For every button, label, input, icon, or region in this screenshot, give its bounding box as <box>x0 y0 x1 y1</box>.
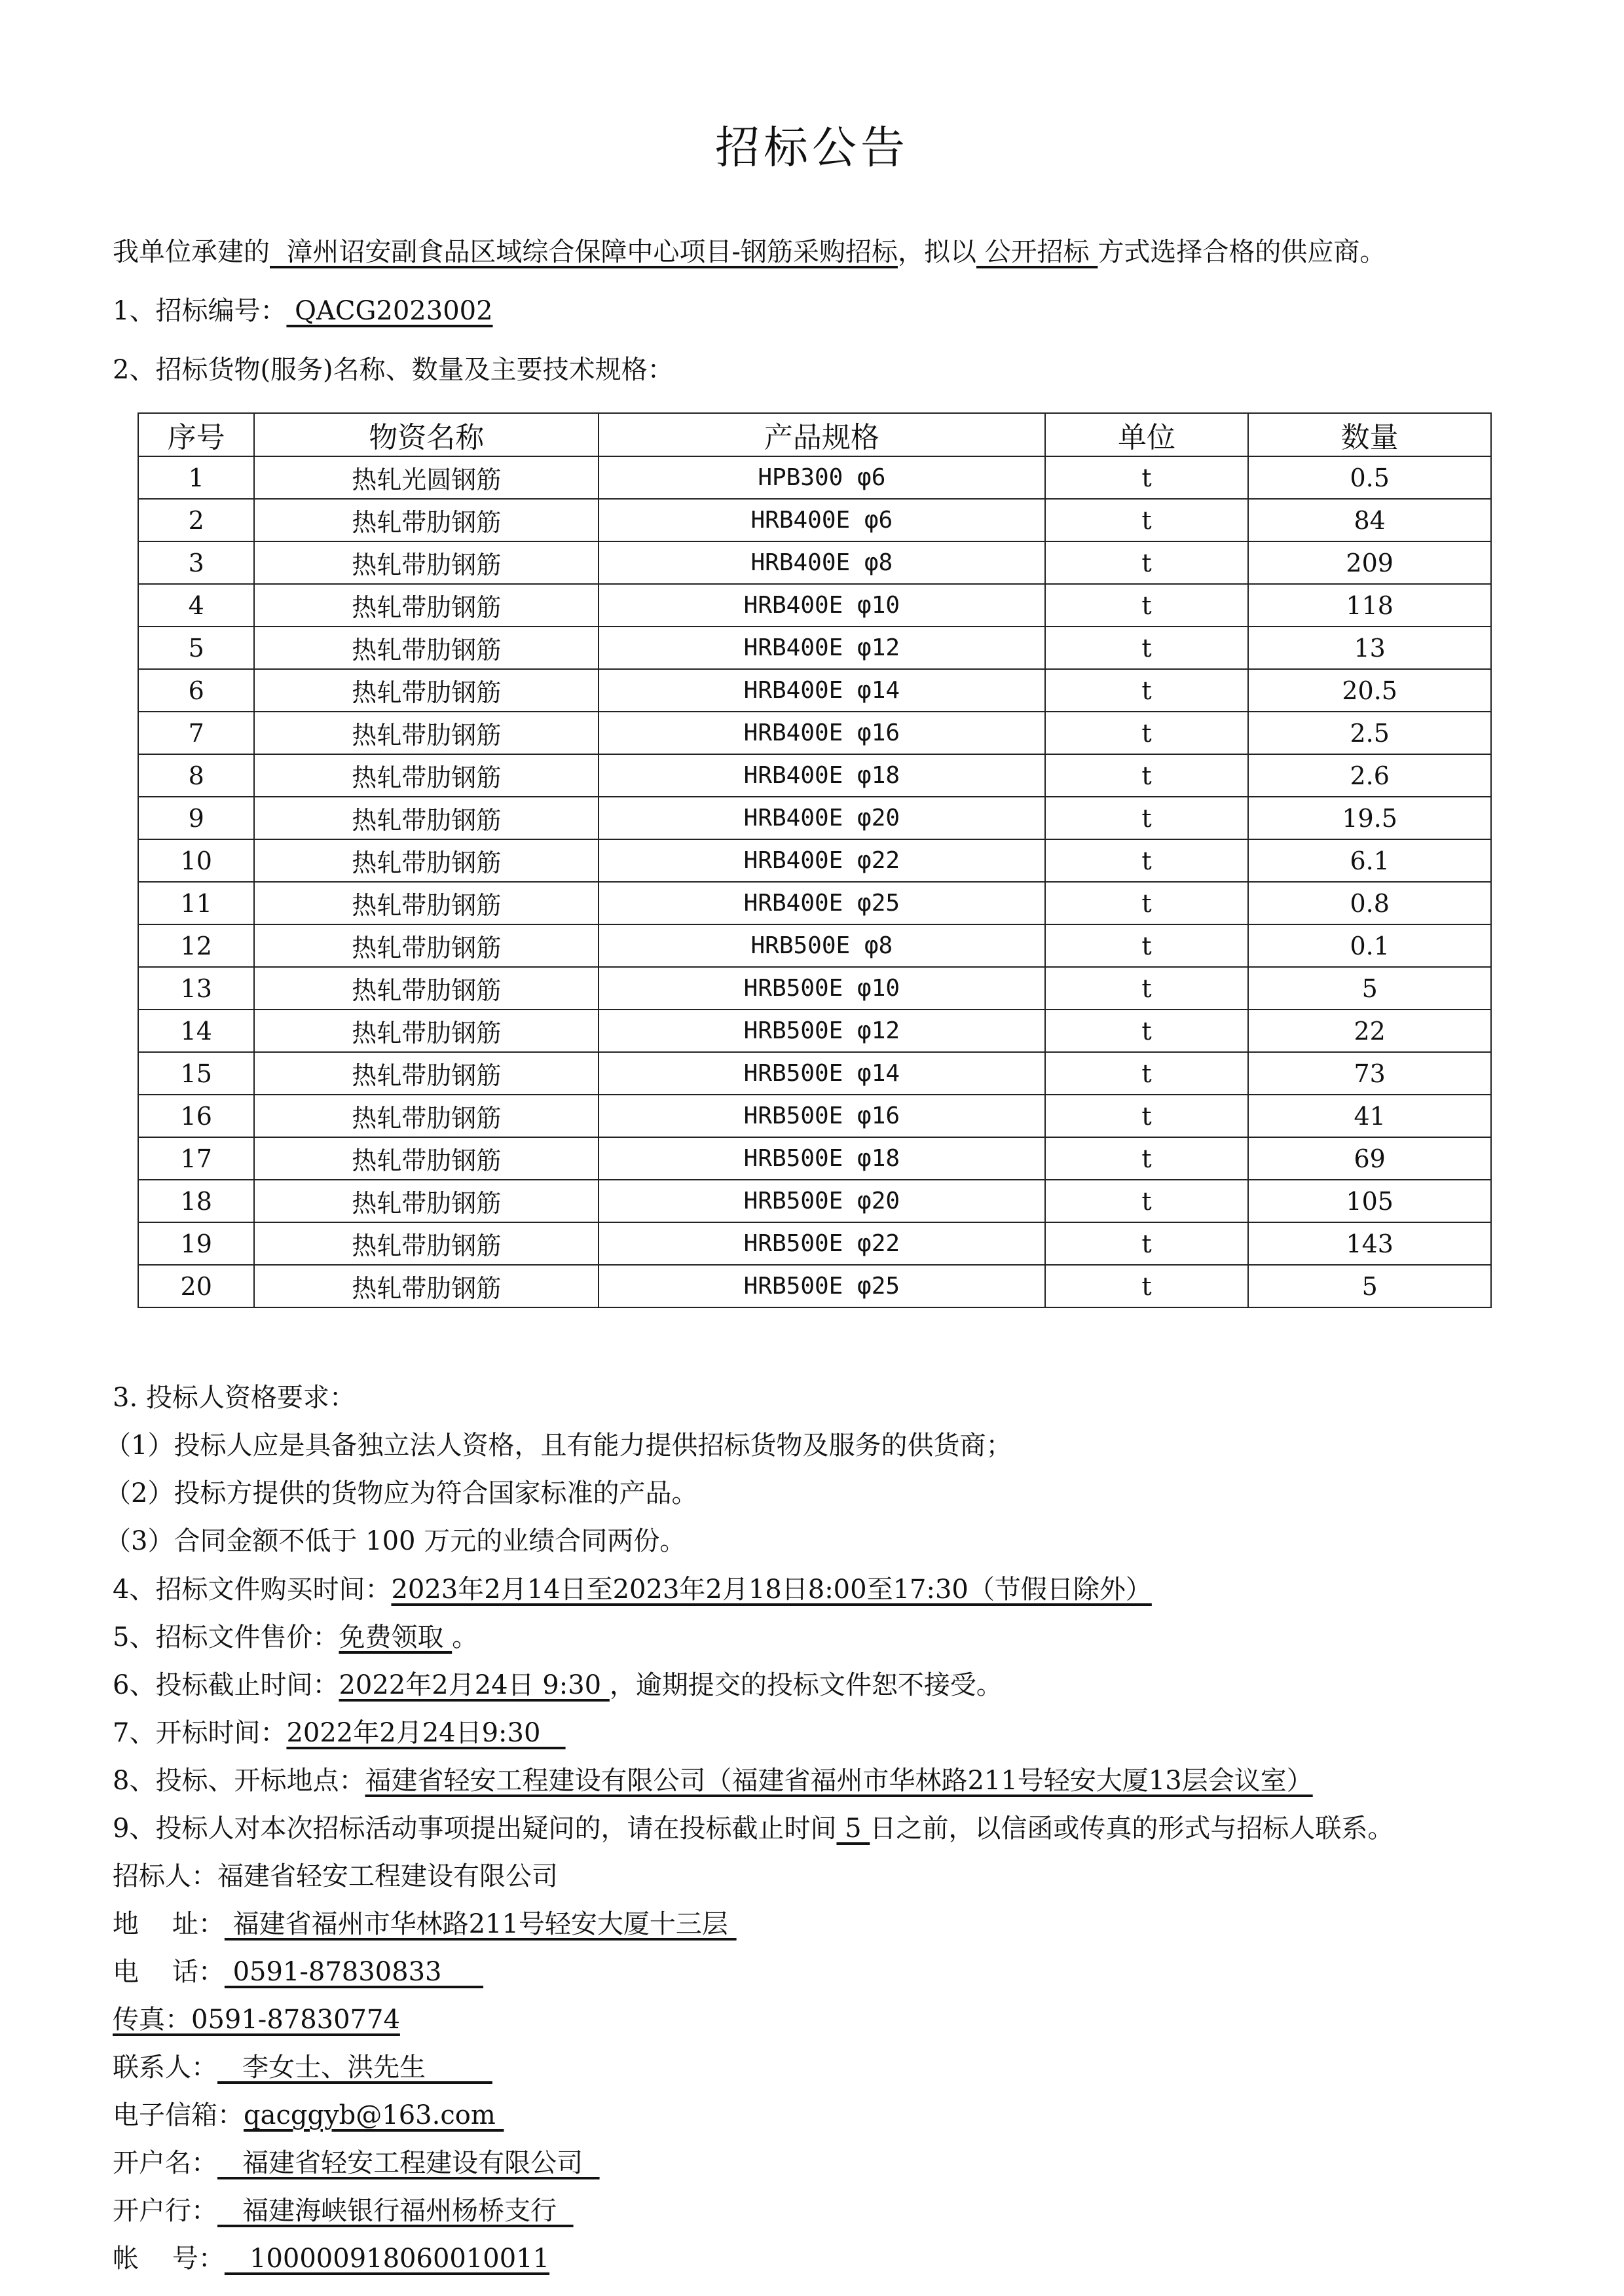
header-index: 序号 <box>138 413 254 456</box>
row-unit: t <box>1045 584 1249 627</box>
page-title: 招标公告 <box>714 122 909 174</box>
row-quantity: 69 <box>1248 1137 1491 1180</box>
row-quantity: 5 <box>1248 967 1491 1010</box>
intro-paragraph <box>113 236 1386 268</box>
opening-time-label: 7、开标时间： <box>113 1718 287 1748</box>
purchase-time: 2023年2月14日至2023年2月18日8:00至17:30（节假日除外） <box>391 1575 1152 1605</box>
address-label: 地 址： <box>113 1909 225 1939</box>
table-row <box>138 541 1491 584</box>
row-material: 热轧带肋钢筋 <box>254 541 599 584</box>
row-index: 16 <box>138 1095 254 1137</box>
row-spec: HRB400E φ18 <box>599 754 1044 797</box>
phone-label: 电 话： <box>113 1957 225 1987</box>
row-spec: HRB400E φ25 <box>599 882 1044 924</box>
contact-person-label: 联系人： <box>113 2052 217 2083</box>
account-name-label: 开户名： <box>113 2148 217 2178</box>
email-label: 电子信箱： <box>113 2100 244 2130</box>
row-spec: HRB400E φ12 <box>599 627 1044 669</box>
row-index: 5 <box>138 627 254 669</box>
row-quantity: 84 <box>1248 499 1491 541</box>
row-material: 热轧带肋钢筋 <box>254 1137 599 1180</box>
qualification-req-1: （1）投标人应是具备独立法人资格，且有能力提供招标货物及服务的供货商； <box>105 1430 1012 1461</box>
table-row <box>138 712 1491 754</box>
row-material: 热轧带肋钢筋 <box>254 797 599 839</box>
row-index: 7 <box>138 712 254 754</box>
table-row <box>138 1010 1491 1052</box>
row-index: 12 <box>138 924 254 967</box>
phone-line <box>113 1956 483 1988</box>
table-row <box>138 797 1491 839</box>
row-index: 20 <box>138 1265 254 1307</box>
email-line <box>113 2099 504 2132</box>
account-number-line <box>113 2242 549 2275</box>
row-spec: HRB400E φ6 <box>599 499 1044 541</box>
row-unit: t <box>1045 1137 1249 1180</box>
row-material: 热轧带肋钢筋 <box>254 1180 599 1222</box>
table-row <box>138 1137 1491 1180</box>
price: 免费领取 <box>339 1622 452 1652</box>
intro-suffix: 方式选择合格的供应商。 <box>1098 237 1386 267</box>
purchase-time-label: 4、招标文件购买时间： <box>113 1575 392 1605</box>
row-unit: t <box>1045 669 1249 712</box>
row-spec: HRB500E φ8 <box>599 924 1044 967</box>
row-quantity: 6.1 <box>1248 839 1491 882</box>
row-unit: t <box>1045 541 1249 584</box>
row-index: 1 <box>138 456 254 499</box>
row-index: 6 <box>138 669 254 712</box>
bank-label: 开户行： <box>113 2196 217 2226</box>
phone: 0591-87830833 <box>224 1957 484 1987</box>
row-quantity: 20.5 <box>1248 669 1491 712</box>
header-material: 物资名称 <box>254 413 599 456</box>
row-material: 热轧带肋钢筋 <box>254 882 599 924</box>
table-row <box>138 1180 1491 1222</box>
row-spec: HRB500E φ25 <box>599 1265 1044 1307</box>
row-unit: t <box>1045 754 1249 797</box>
bank: 福建海峡银行福州杨桥支行 <box>217 2196 574 2226</box>
qualification-req-2: （2）投标方提供的货物应为符合国家标准的产品。 <box>105 1478 698 1508</box>
row-index: 3 <box>138 541 254 584</box>
account-name-line <box>113 2147 600 2179</box>
row-unit: t <box>1045 924 1249 967</box>
fax-label: 传真： <box>113 2005 191 2035</box>
row-spec: HRB500E φ16 <box>599 1095 1044 1137</box>
row-index: 9 <box>138 797 254 839</box>
table-row <box>138 669 1491 712</box>
deadline: 2022年2月24日 9:30 <box>339 1670 610 1700</box>
row-index: 19 <box>138 1222 254 1265</box>
row-unit: t <box>1045 712 1249 754</box>
row-quantity: 73 <box>1248 1052 1491 1095</box>
row-spec: HRB500E φ20 <box>599 1180 1044 1222</box>
deadline-label: 6、投标截止时间： <box>113 1670 339 1700</box>
table-body <box>138 456 1491 1307</box>
row-spec: HRB500E φ10 <box>599 967 1044 1010</box>
row-spec: HPB300 φ6 <box>599 456 1044 499</box>
row-quantity: 209 <box>1248 541 1491 584</box>
email: qacggyb@163.com <box>244 2100 504 2130</box>
table-row <box>138 627 1491 669</box>
table-row <box>138 754 1491 797</box>
row-unit: t <box>1045 499 1249 541</box>
row-quantity: 105 <box>1248 1180 1491 1222</box>
row-material: 热轧带肋钢筋 <box>254 669 599 712</box>
price-label: 5、招标文件售价： <box>113 1622 339 1652</box>
row-spec: HRB400E φ20 <box>599 797 1044 839</box>
table-row <box>138 1052 1491 1095</box>
row-index: 2 <box>138 499 254 541</box>
project-name: 漳州诏安副食品区域综合保障中心项目-钢筋采购招标 <box>270 237 898 267</box>
row-unit: t <box>1045 1180 1249 1222</box>
row-spec: HRB500E φ18 <box>599 1137 1044 1180</box>
tender-number-label: 1、招标编号： <box>113 296 287 326</box>
row-spec: HRB500E φ12 <box>599 1010 1044 1052</box>
account-name: 福建省轻安工程建设有限公司 <box>217 2148 600 2178</box>
table-row <box>138 584 1491 627</box>
table-header-row <box>138 413 1491 456</box>
account-number-label: 帐 号： <box>113 2244 225 2274</box>
row-material: 热轧光圆钢筋 <box>254 456 599 499</box>
row-material: 热轧带肋钢筋 <box>254 839 599 882</box>
table-row <box>138 1222 1491 1265</box>
fax-line <box>113 2003 400 2036</box>
row-index: 4 <box>138 584 254 627</box>
qualification-req-3: （3）合同金额不低于 100 万元的业绩合同两份。 <box>105 1526 686 1556</box>
row-quantity: 19.5 <box>1248 797 1491 839</box>
row-quantity: 2.5 <box>1248 712 1491 754</box>
purchase-time-line <box>113 1573 1152 1606</box>
row-unit: t <box>1045 627 1249 669</box>
row-unit: t <box>1045 967 1249 1010</box>
row-quantity: 2.6 <box>1248 754 1491 797</box>
table-row <box>138 882 1491 924</box>
row-unit: t <box>1045 1010 1249 1052</box>
row-index: 18 <box>138 1180 254 1222</box>
row-quantity: 0.1 <box>1248 924 1491 967</box>
inquiry-days: 5 <box>836 1813 870 1844</box>
row-unit: t <box>1045 1265 1249 1307</box>
opening-time: 2022年2月24日9:30 <box>286 1718 566 1748</box>
row-unit: t <box>1045 1222 1249 1265</box>
row-material: 热轧带肋钢筋 <box>254 967 599 1010</box>
row-material: 热轧带肋钢筋 <box>254 712 599 754</box>
row-quantity: 22 <box>1248 1010 1491 1052</box>
row-index: 8 <box>138 754 254 797</box>
row-index: 15 <box>138 1052 254 1095</box>
header-unit: 单位 <box>1045 413 1249 456</box>
row-material: 热轧带肋钢筋 <box>254 499 599 541</box>
deadline-suffix: ，逾期提交的投标文件恕不接受。 <box>609 1670 1003 1700</box>
row-unit: t <box>1045 1095 1249 1137</box>
row-spec: HRB400E φ14 <box>599 669 1044 712</box>
price-line <box>113 1621 478 1654</box>
price-suffix: 。 <box>452 1622 479 1652</box>
row-unit: t <box>1045 882 1249 924</box>
location-line <box>113 1764 1313 1797</box>
row-material: 热轧带肋钢筋 <box>254 1095 599 1137</box>
account-number: 100000918060010011 <box>224 2244 550 2274</box>
location: 福建省轻安工程建设有限公司（福建省福州市华林路211号轻安大厦13层会议室） <box>365 1766 1313 1796</box>
opening-time-line <box>113 1717 566 1749</box>
address-line <box>113 1908 737 1941</box>
row-material: 热轧带肋钢筋 <box>254 754 599 797</box>
row-material: 热轧带肋钢筋 <box>254 1222 599 1265</box>
tenderer-line: 招标人：福建省轻安工程建设有限公司 <box>113 1861 558 1891</box>
intro-prefix: 我单位承建的 <box>113 237 270 267</box>
row-material: 热轧带肋钢筋 <box>254 1265 599 1307</box>
row-spec: HRB400E φ16 <box>599 712 1044 754</box>
row-quantity: 0.5 <box>1248 456 1491 499</box>
inquiry-line <box>113 1812 1393 1845</box>
row-material: 热轧带肋钢筋 <box>254 1010 599 1052</box>
goods-spec-heading: 2、招标货物(服务)名称、数量及主要技术规格： <box>113 355 674 385</box>
contact-person-line <box>113 2051 492 2084</box>
intro-mid: ，拟以 <box>897 237 976 267</box>
table-row <box>138 1095 1491 1137</box>
row-unit: t <box>1045 1052 1249 1095</box>
row-material: 热轧带肋钢筋 <box>254 584 599 627</box>
contact-person: 李女士、洪先生 <box>217 2052 492 2083</box>
row-quantity: 143 <box>1248 1222 1491 1265</box>
row-index: 17 <box>138 1137 254 1180</box>
table-row <box>138 456 1491 499</box>
location-label: 8、投标、开标地点： <box>113 1766 365 1796</box>
row-index: 11 <box>138 882 254 924</box>
inquiry-suffix: 日之前，以信函或传真的形式与招标人联系。 <box>870 1813 1394 1844</box>
table-row <box>138 924 1491 967</box>
row-spec: HRB400E φ22 <box>599 839 1044 882</box>
row-index: 13 <box>138 967 254 1010</box>
fax: 0591-87830774 <box>191 2005 400 2035</box>
bank-line <box>113 2195 574 2227</box>
table-row <box>138 1265 1491 1307</box>
row-spec: HRB500E φ22 <box>599 1222 1044 1265</box>
table-row <box>138 839 1491 882</box>
table-row <box>138 499 1491 541</box>
row-quantity: 41 <box>1248 1095 1491 1137</box>
row-quantity: 0.8 <box>1248 882 1491 924</box>
row-spec: HRB400E φ8 <box>599 541 1044 584</box>
row-index: 10 <box>138 839 254 882</box>
row-unit: t <box>1045 839 1249 882</box>
deadline-line <box>113 1669 1003 1702</box>
header-quantity: 数量 <box>1248 413 1491 456</box>
row-unit: t <box>1045 456 1249 499</box>
inquiry-prefix: 9、投标人对本次招标活动事项提出疑问的，请在投标截止时间 <box>113 1813 837 1844</box>
row-index: 14 <box>138 1010 254 1052</box>
qualification-heading: 3. 投标人资格要求： <box>113 1383 356 1413</box>
procurement-method: 公开招标 <box>976 237 1098 267</box>
address: 福建省福州市华林路211号轻安大厦十三层 <box>224 1909 737 1939</box>
row-quantity: 5 <box>1248 1265 1491 1307</box>
row-quantity: 118 <box>1248 584 1491 627</box>
row-material: 热轧带肋钢筋 <box>254 627 599 669</box>
row-spec: HRB400E φ10 <box>599 584 1044 627</box>
row-quantity: 13 <box>1248 627 1491 669</box>
row-spec: HRB500E φ14 <box>599 1052 1044 1095</box>
row-material: 热轧带肋钢筋 <box>254 1052 599 1095</box>
header-spec: 产品规格 <box>599 413 1044 456</box>
row-unit: t <box>1045 797 1249 839</box>
goods-table <box>138 412 1492 1308</box>
table-row <box>138 967 1491 1010</box>
tender-number: QACG2023002 <box>286 296 493 326</box>
row-material: 热轧带肋钢筋 <box>254 924 599 967</box>
tender-number-line <box>113 295 493 327</box>
